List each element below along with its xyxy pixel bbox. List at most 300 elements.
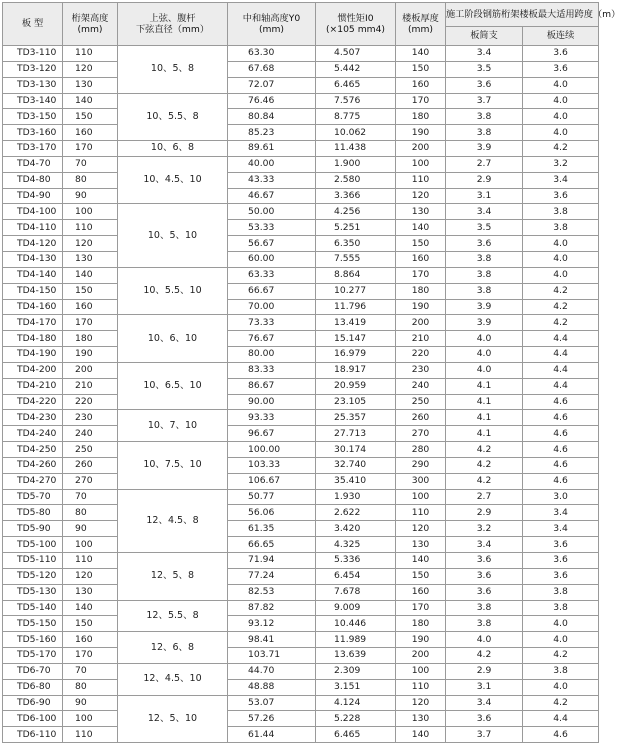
table-row — [3, 362, 599, 378]
header-truss-height-line1: 桁架高度 — [71, 13, 109, 24]
cell-span-continuous: 3.6 — [523, 553, 599, 569]
cell-inertia: 3.420 — [316, 521, 396, 537]
cell-slab-thickness: 190 — [396, 125, 446, 141]
cell-slab-thickness: 240 — [396, 378, 446, 394]
cell-truss-height: 130 — [63, 251, 118, 267]
header-span-group: 施工阶段钢筋桁架楼板最大适用跨度（m） — [446, 3, 599, 27]
cell-plate-model: TD4-140 — [3, 267, 63, 283]
table-row — [3, 220, 599, 236]
cell-slab-thickness: 150 — [396, 236, 446, 252]
table-row — [3, 553, 599, 569]
cell-neutral-axis: 87.82 — [228, 600, 316, 616]
cell-truss-height: 250 — [63, 442, 118, 458]
cell-truss-height: 80 — [63, 505, 118, 521]
cell-neutral-axis: 44.70 — [228, 663, 316, 679]
cell-truss-height: 170 — [63, 315, 118, 331]
cell-truss-height: 80 — [63, 172, 118, 188]
cell-plate-model: TD6-80 — [3, 679, 63, 695]
cell-span-simple: 3.4 — [446, 695, 523, 711]
cell-truss-height: 100 — [63, 537, 118, 553]
cell-span-continuous: 3.6 — [523, 46, 599, 62]
cell-slab-thickness: 120 — [396, 188, 446, 204]
cell-neutral-axis: 80.00 — [228, 347, 316, 363]
cell-truss-height: 230 — [63, 410, 118, 426]
cell-span-simple: 3.8 — [446, 283, 523, 299]
cell-slab-thickness: 170 — [396, 267, 446, 283]
cell-plate-model: TD6-70 — [3, 663, 63, 679]
cell-span-continuous: 3.4 — [523, 505, 599, 521]
cell-truss-height: 160 — [63, 299, 118, 315]
cell-plate-model: TD3-170 — [3, 141, 63, 157]
table-row — [3, 727, 599, 743]
table-row — [3, 315, 599, 331]
cell-span-simple: 2.9 — [446, 505, 523, 521]
cell-chord-diameter: 10、4.5、10 — [118, 156, 228, 204]
cell-inertia: 2.622 — [316, 505, 396, 521]
table-row — [3, 61, 599, 77]
cell-chord-diameter: 12、5.5、8 — [118, 600, 228, 632]
cell-plate-model: TD5-170 — [3, 648, 63, 664]
table-row — [3, 695, 599, 711]
cell-inertia: 16.979 — [316, 347, 396, 363]
cell-span-continuous: 4.4 — [523, 362, 599, 378]
cell-span-continuous: 4.0 — [523, 267, 599, 283]
cell-slab-thickness: 280 — [396, 442, 446, 458]
table-row — [3, 648, 599, 664]
cell-span-continuous: 4.0 — [523, 616, 599, 632]
cell-chord-diameter: 12、6、8 — [118, 632, 228, 664]
cell-span-simple: 2.9 — [446, 663, 523, 679]
cell-slab-thickness: 150 — [396, 61, 446, 77]
table-row — [3, 77, 599, 93]
cell-span-simple: 4.2 — [446, 442, 523, 458]
table-row — [3, 204, 599, 220]
cell-truss-height: 140 — [63, 267, 118, 283]
table-row — [3, 251, 599, 267]
cell-neutral-axis: 63.33 — [228, 267, 316, 283]
cell-neutral-axis: 50.00 — [228, 204, 316, 220]
cell-neutral-axis: 61.44 — [228, 727, 316, 743]
cell-truss-height: 180 — [63, 331, 118, 347]
cell-neutral-axis: 76.67 — [228, 331, 316, 347]
cell-inertia: 15.147 — [316, 331, 396, 347]
table-row — [3, 632, 599, 648]
cell-slab-thickness: 140 — [396, 727, 446, 743]
cell-slab-thickness: 260 — [396, 410, 446, 426]
cell-neutral-axis: 98.41 — [228, 632, 316, 648]
cell-neutral-axis: 60.00 — [228, 251, 316, 267]
cell-span-simple: 3.5 — [446, 61, 523, 77]
cell-truss-height: 90 — [63, 188, 118, 204]
cell-span-simple: 3.9 — [446, 141, 523, 157]
cell-inertia: 4.256 — [316, 204, 396, 220]
cell-neutral-axis: 89.61 — [228, 141, 316, 157]
cell-span-continuous: 4.0 — [523, 251, 599, 267]
cell-inertia: 8.864 — [316, 267, 396, 283]
cell-span-continuous: 4.0 — [523, 109, 599, 125]
cell-neutral-axis: 103.71 — [228, 648, 316, 664]
cell-span-simple: 3.6 — [446, 568, 523, 584]
cell-truss-height: 70 — [63, 156, 118, 172]
cell-span-continuous: 3.0 — [523, 489, 599, 505]
table-row — [3, 473, 599, 489]
cell-plate-model: TD4-170 — [3, 315, 63, 331]
cell-span-continuous: 3.2 — [523, 156, 599, 172]
cell-plate-model: TD4-270 — [3, 473, 63, 489]
cell-truss-height: 70 — [63, 663, 118, 679]
cell-neutral-axis: 46.67 — [228, 188, 316, 204]
cell-truss-height: 100 — [63, 711, 118, 727]
table-row — [3, 109, 599, 125]
header-truss-height — [63, 3, 118, 46]
cell-span-continuous: 4.0 — [523, 125, 599, 141]
cell-slab-thickness: 140 — [396, 220, 446, 236]
cell-span-continuous: 3.8 — [523, 663, 599, 679]
cell-chord-diameter: 12、5、10 — [118, 695, 228, 743]
cell-neutral-axis: 63.30 — [228, 46, 316, 62]
cell-truss-height: 150 — [63, 616, 118, 632]
cell-inertia: 5.228 — [316, 711, 396, 727]
cell-inertia: 1.900 — [316, 156, 396, 172]
cell-chord-diameter: 10、6、10 — [118, 315, 228, 363]
cell-chord-diameter: 10、5.5、10 — [118, 267, 228, 315]
cell-span-continuous: 4.6 — [523, 410, 599, 426]
cell-neutral-axis: 72.07 — [228, 77, 316, 93]
header-chord-diameter-line2: 下弦直径（mm） — [135, 24, 210, 35]
cell-plate-model: TD5-80 — [3, 505, 63, 521]
cell-inertia: 11.796 — [316, 299, 396, 315]
cell-span-continuous: 3.8 — [523, 220, 599, 236]
cell-plate-model: TD4-180 — [3, 331, 63, 347]
cell-plate-model: TD4-150 — [3, 283, 63, 299]
header-inertia — [316, 3, 396, 46]
cell-inertia: 6.454 — [316, 568, 396, 584]
cell-truss-height: 130 — [63, 584, 118, 600]
cell-slab-thickness: 170 — [396, 93, 446, 109]
cell-chord-diameter: 10、7、10 — [118, 410, 228, 442]
cell-plate-model: TD4-90 — [3, 188, 63, 204]
cell-slab-thickness: 180 — [396, 616, 446, 632]
cell-inertia: 13.639 — [316, 648, 396, 664]
header-slab-thickness-line1: 楼板厚度 — [402, 13, 439, 24]
cell-chord-diameter: 12、4.5、8 — [118, 489, 228, 552]
cell-plate-model: TD4-210 — [3, 378, 63, 394]
cell-neutral-axis: 100.00 — [228, 442, 316, 458]
cell-span-simple: 4.1 — [446, 426, 523, 442]
cell-truss-height: 200 — [63, 362, 118, 378]
cell-span-continuous: 4.2 — [523, 299, 599, 315]
cell-slab-thickness: 110 — [396, 172, 446, 188]
cell-slab-thickness: 190 — [396, 632, 446, 648]
cell-truss-height: 110 — [63, 46, 118, 62]
table-row — [3, 505, 599, 521]
cell-chord-diameter: 12、4.5、10 — [118, 663, 228, 695]
cell-span-continuous: 4.2 — [523, 283, 599, 299]
header-inertia-line1: 惯性矩I0 — [337, 13, 374, 24]
cell-slab-thickness: 130 — [396, 204, 446, 220]
cell-neutral-axis: 66.67 — [228, 283, 316, 299]
cell-inertia: 10.277 — [316, 283, 396, 299]
table-row — [3, 172, 599, 188]
cell-span-continuous: 3.8 — [523, 204, 599, 220]
cell-span-simple: 4.1 — [446, 394, 523, 410]
cell-span-simple: 2.7 — [446, 156, 523, 172]
table-row — [3, 711, 599, 727]
table-body — [3, 46, 599, 743]
cell-neutral-axis: 96.67 — [228, 426, 316, 442]
cell-plate-model: TD4-120 — [3, 236, 63, 252]
cell-plate-model: TD5-150 — [3, 616, 63, 632]
cell-span-simple: 4.0 — [446, 331, 523, 347]
table-header — [3, 3, 620, 46]
cell-truss-height: 190 — [63, 347, 118, 363]
cell-plate-model: TD4-190 — [3, 347, 63, 363]
cell-span-simple: 3.2 — [446, 521, 523, 537]
cell-span-continuous: 4.4 — [523, 711, 599, 727]
table-row — [3, 93, 599, 109]
table-row — [3, 584, 599, 600]
cell-plate-model: TD4-200 — [3, 362, 63, 378]
table-row — [3, 489, 599, 505]
cell-truss-height: 140 — [63, 93, 118, 109]
cell-plate-model: TD3-150 — [3, 109, 63, 125]
cell-span-simple: 3.8 — [446, 267, 523, 283]
cell-plate-model: TD5-130 — [3, 584, 63, 600]
cell-neutral-axis: 76.46 — [228, 93, 316, 109]
cell-neutral-axis: 61.35 — [228, 521, 316, 537]
table-row — [3, 378, 599, 394]
table-row — [3, 410, 599, 426]
cell-neutral-axis: 53.07 — [228, 695, 316, 711]
cell-truss-height: 90 — [63, 695, 118, 711]
cell-inertia: 35.410 — [316, 473, 396, 489]
table-row — [3, 663, 599, 679]
cell-slab-thickness: 300 — [396, 473, 446, 489]
cell-slab-thickness: 200 — [396, 315, 446, 331]
cell-inertia: 11.989 — [316, 632, 396, 648]
table-row — [3, 156, 599, 172]
cell-plate-model: TD5-110 — [3, 553, 63, 569]
cell-inertia: 1.930 — [316, 489, 396, 505]
cell-span-simple: 3.9 — [446, 299, 523, 315]
cell-span-continuous: 4.6 — [523, 457, 599, 473]
cell-plate-model: TD4-220 — [3, 394, 63, 410]
cell-inertia: 2.309 — [316, 663, 396, 679]
header-chord-diameter-line1: 上弦、腹杆 — [149, 13, 196, 24]
cell-truss-height: 260 — [63, 457, 118, 473]
cell-slab-thickness: 100 — [396, 156, 446, 172]
cell-span-continuous: 4.2 — [523, 695, 599, 711]
cell-slab-thickness: 200 — [396, 648, 446, 664]
cell-inertia: 23.105 — [316, 394, 396, 410]
header-neutral-axis — [228, 3, 316, 46]
cell-slab-thickness: 110 — [396, 679, 446, 695]
cell-inertia: 6.465 — [316, 727, 396, 743]
cell-slab-thickness: 120 — [396, 521, 446, 537]
header-span-continuous: 板连续 — [523, 27, 599, 46]
cell-span-simple: 3.4 — [446, 204, 523, 220]
cell-span-continuous: 4.4 — [523, 347, 599, 363]
cell-neutral-axis: 67.68 — [228, 61, 316, 77]
table-row — [3, 283, 599, 299]
table-row — [3, 125, 599, 141]
cell-span-simple: 3.8 — [446, 251, 523, 267]
cell-inertia: 25.357 — [316, 410, 396, 426]
cell-neutral-axis: 56.06 — [228, 505, 316, 521]
cell-span-continuous: 3.8 — [523, 584, 599, 600]
cell-span-continuous: 4.0 — [523, 93, 599, 109]
table-row — [3, 600, 599, 616]
cell-slab-thickness: 120 — [396, 695, 446, 711]
cell-span-simple: 3.7 — [446, 93, 523, 109]
cell-span-continuous: 3.6 — [523, 61, 599, 77]
cell-neutral-axis: 103.33 — [228, 457, 316, 473]
table-row — [3, 521, 599, 537]
cell-inertia: 6.350 — [316, 236, 396, 252]
cell-slab-thickness: 160 — [396, 251, 446, 267]
cell-truss-height: 220 — [63, 394, 118, 410]
cell-truss-height: 130 — [63, 77, 118, 93]
cell-neutral-axis: 48.88 — [228, 679, 316, 695]
cell-inertia: 4.124 — [316, 695, 396, 711]
cell-span-continuous: 4.6 — [523, 426, 599, 442]
cell-truss-height: 210 — [63, 378, 118, 394]
table-row — [3, 568, 599, 584]
cell-chord-diameter: 10、6.5、10 — [118, 362, 228, 410]
cell-inertia: 18.917 — [316, 362, 396, 378]
cell-truss-height: 160 — [63, 125, 118, 141]
table-row — [3, 347, 599, 363]
cell-slab-thickness: 150 — [396, 568, 446, 584]
table-row — [3, 188, 599, 204]
cell-span-simple: 4.0 — [446, 347, 523, 363]
cell-slab-thickness: 190 — [396, 299, 446, 315]
header-slab-thickness — [396, 3, 446, 46]
cell-span-continuous: 4.6 — [523, 442, 599, 458]
cell-truss-height: 240 — [63, 426, 118, 442]
cell-neutral-axis: 83.33 — [228, 362, 316, 378]
table-row — [3, 457, 599, 473]
cell-span-simple: 3.6 — [446, 711, 523, 727]
cell-span-continuous: 4.4 — [523, 331, 599, 347]
cell-plate-model: TD4-70 — [3, 156, 63, 172]
table-row — [3, 331, 599, 347]
cell-neutral-axis: 93.33 — [228, 410, 316, 426]
cell-plate-model: TD4-250 — [3, 442, 63, 458]
cell-neutral-axis: 70.00 — [228, 299, 316, 315]
cell-slab-thickness: 100 — [396, 663, 446, 679]
cell-neutral-axis: 80.84 — [228, 109, 316, 125]
table-row — [3, 141, 599, 157]
cell-chord-diameter: 10、5、10 — [118, 204, 228, 267]
table-row — [3, 267, 599, 283]
cell-span-simple: 3.4 — [446, 537, 523, 553]
cell-span-simple: 3.6 — [446, 553, 523, 569]
cell-inertia: 3.151 — [316, 679, 396, 695]
cell-span-simple: 3.4 — [446, 46, 523, 62]
cell-plate-model: TD4-110 — [3, 220, 63, 236]
cell-truss-height: 80 — [63, 679, 118, 695]
cell-inertia: 7.678 — [316, 584, 396, 600]
cell-span-continuous: 4.6 — [523, 394, 599, 410]
header-neutral-axis-line1: 中和轴高度Y0 — [242, 13, 301, 24]
cell-neutral-axis: 106.67 — [228, 473, 316, 489]
cell-plate-model: TD4-260 — [3, 457, 63, 473]
cell-slab-thickness: 160 — [396, 77, 446, 93]
cell-span-simple: 3.8 — [446, 109, 523, 125]
cell-chord-diameter: 12、5、8 — [118, 553, 228, 601]
cell-inertia: 32.740 — [316, 457, 396, 473]
cell-span-simple: 4.1 — [446, 410, 523, 426]
cell-plate-model: TD4-240 — [3, 426, 63, 442]
cell-inertia: 7.576 — [316, 93, 396, 109]
cell-inertia: 4.507 — [316, 46, 396, 62]
cell-truss-height: 160 — [63, 632, 118, 648]
cell-span-simple: 3.6 — [446, 584, 523, 600]
cell-plate-model: TD3-120 — [3, 61, 63, 77]
cell-neutral-axis: 50.77 — [228, 489, 316, 505]
cell-inertia: 9.009 — [316, 600, 396, 616]
cell-plate-model: TD5-100 — [3, 537, 63, 553]
table-row — [3, 537, 599, 553]
cell-slab-thickness: 180 — [396, 109, 446, 125]
cell-inertia: 11.438 — [316, 141, 396, 157]
table-row — [3, 442, 599, 458]
cell-span-simple: 3.8 — [446, 600, 523, 616]
cell-truss-height: 150 — [63, 283, 118, 299]
cell-span-simple: 2.9 — [446, 172, 523, 188]
cell-chord-diameter: 10、7.5、10 — [118, 442, 228, 490]
cell-span-simple: 3.1 — [446, 188, 523, 204]
cell-plate-model: TD5-90 — [3, 521, 63, 537]
cell-span-simple: 4.0 — [446, 362, 523, 378]
cell-plate-model: TD4-100 — [3, 204, 63, 220]
cell-span-continuous: 4.2 — [523, 315, 599, 331]
cell-span-continuous: 3.4 — [523, 172, 599, 188]
cell-inertia: 13.419 — [316, 315, 396, 331]
header-span-simple: 板简支 — [446, 27, 523, 46]
cell-slab-thickness: 130 — [396, 711, 446, 727]
cell-truss-height: 120 — [63, 236, 118, 252]
header-plate-type: 板 型 — [3, 3, 63, 46]
cell-span-simple: 3.6 — [446, 236, 523, 252]
cell-span-simple: 3.5 — [446, 220, 523, 236]
cell-neutral-axis: 56.67 — [228, 236, 316, 252]
cell-span-continuous: 4.4 — [523, 378, 599, 394]
cell-span-continuous: 4.0 — [523, 77, 599, 93]
cell-neutral-axis: 77.24 — [228, 568, 316, 584]
cell-slab-thickness: 210 — [396, 331, 446, 347]
cell-plate-model: TD4-80 — [3, 172, 63, 188]
cell-truss-height: 140 — [63, 600, 118, 616]
cell-slab-thickness: 160 — [396, 584, 446, 600]
cell-neutral-axis: 66.65 — [228, 537, 316, 553]
cell-neutral-axis: 71.94 — [228, 553, 316, 569]
cell-span-continuous: 3.4 — [523, 521, 599, 537]
cell-chord-diameter: 10、6、8 — [118, 141, 228, 157]
cell-span-continuous: 3.8 — [523, 600, 599, 616]
cell-span-continuous: 3.6 — [523, 188, 599, 204]
cell-truss-height: 100 — [63, 204, 118, 220]
cell-inertia: 3.366 — [316, 188, 396, 204]
cell-plate-model: TD3-160 — [3, 125, 63, 141]
cell-inertia: 6.465 — [316, 77, 396, 93]
cell-slab-thickness: 270 — [396, 426, 446, 442]
cell-neutral-axis: 90.00 — [228, 394, 316, 410]
cell-neutral-axis: 43.33 — [228, 172, 316, 188]
cell-slab-thickness: 220 — [396, 347, 446, 363]
cell-span-simple: 4.0 — [446, 632, 523, 648]
